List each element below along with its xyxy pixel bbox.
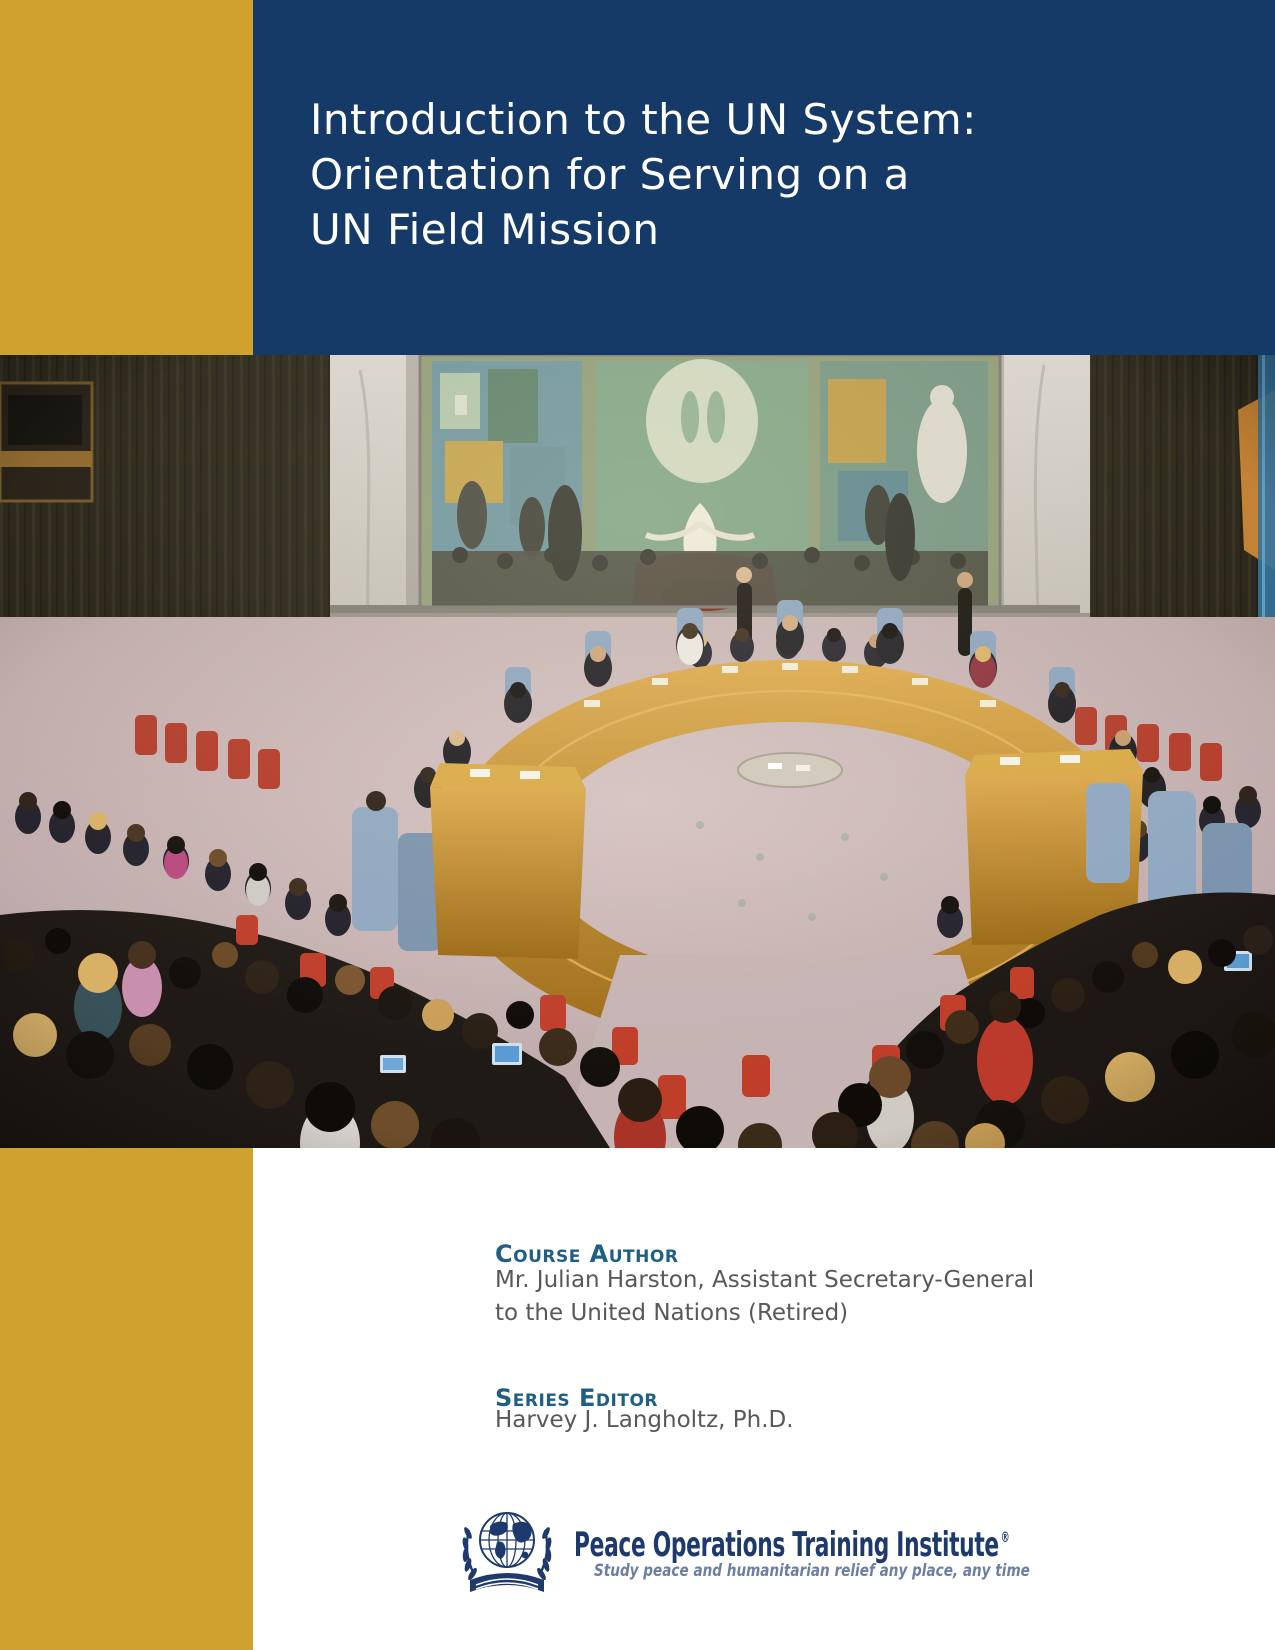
course-author-name-line-2: to the United Nations (Retired) bbox=[495, 1300, 849, 1326]
chamber-photo-illustration bbox=[0, 355, 1275, 1148]
course-author-label: Course Author bbox=[495, 1240, 679, 1268]
title-line-3: UN Field Mission bbox=[310, 205, 660, 254]
registered-trademark-symbol: ® bbox=[1000, 1530, 1010, 1546]
series-editor-label: Series Editor bbox=[495, 1384, 658, 1412]
title-band bbox=[253, 0, 1275, 355]
title-line-2: Orientation for Serving on a bbox=[310, 150, 910, 199]
poti-wordmark-text: Peace Operations Training Institute bbox=[574, 1525, 999, 1565]
course-author-name bbox=[495, 1264, 1034, 1330]
poti-wordmark bbox=[574, 1520, 1009, 1563]
title-line-1: Introduction to the UN System: bbox=[310, 95, 977, 144]
vignette-overlay bbox=[0, 355, 1275, 1148]
course-author-name-line-1: Mr. Julian Harston, Assistant Secretary-General bbox=[495, 1267, 1035, 1293]
series-editor-name: Harvey J. Langholtz, Ph.D. bbox=[495, 1407, 794, 1433]
poti-emblem-icon bbox=[452, 1498, 562, 1603]
course-title bbox=[310, 92, 977, 257]
chamber-photo bbox=[0, 355, 1275, 1148]
poti-tagline: Study peace and humanitarian relief any place, any time bbox=[594, 1561, 1030, 1581]
